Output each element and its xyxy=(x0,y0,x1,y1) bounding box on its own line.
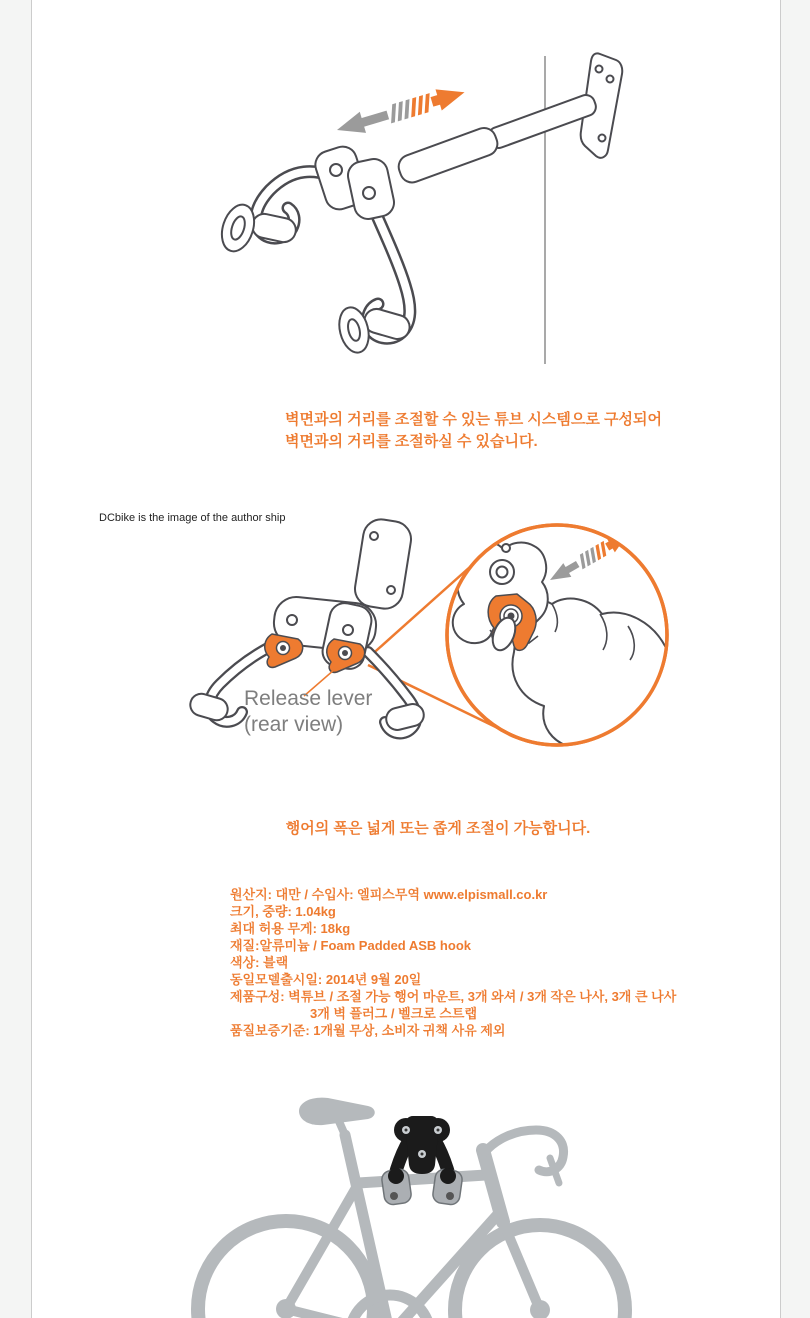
spec-line: 3개 벽 플러그 / 벨크로 스트랩 xyxy=(310,1006,478,1021)
extend-retract-arrow xyxy=(334,82,468,141)
saddle xyxy=(299,1098,375,1125)
wall-mount xyxy=(381,1116,463,1206)
zoom-circle xyxy=(447,525,667,748)
foam-pad xyxy=(188,691,231,723)
orange-arrowhead xyxy=(436,82,468,111)
spec-line: 재질:알류미늄 / Foam Padded ASB hook xyxy=(230,938,471,953)
release-lever-label xyxy=(244,686,372,738)
hanger-width-caption: 행어의 폭은 넓게 또는 좁게 조절이 가능합니다. xyxy=(285,820,591,837)
release-lever-illustration xyxy=(162,500,682,790)
spec-line: 크기, 중량: 1.04kg xyxy=(230,904,336,919)
release-lever-left xyxy=(265,634,303,667)
tube-caption-line2: 벽면과의 거리를 조절하실 수 있습니다. xyxy=(285,433,538,450)
tube-caption-line1: 벽면과의 거리를 조절할 수 있는 튜브 시스템으로 구성되어 xyxy=(285,411,662,428)
release-lever-label-line1: Release lever xyxy=(244,687,373,710)
content-panel xyxy=(31,0,781,1318)
bike-on-mount-illustration xyxy=(182,1080,810,1318)
release-lever-label-line2: (rear view) xyxy=(244,713,344,736)
adjust-arrow-zoomed xyxy=(546,529,631,588)
gray-arrowhead xyxy=(334,112,366,141)
pivot-clamp xyxy=(312,143,397,222)
spec-line: 제품구성: 벽튜브 / 조절 가능 행어 마운트, 3개 와셔 / 3개 작은 나사, 3개 큰 나사 xyxy=(230,989,677,1004)
spec-line: 품질보증기준: 1개월 무상, 소비자 귀책 사유 제외 xyxy=(230,1023,506,1038)
product-specs xyxy=(230,886,676,1039)
wall-tube-illustration xyxy=(202,42,652,382)
tube-caption xyxy=(285,409,662,453)
spec-line: 최대 허용 무게: 18kg xyxy=(230,921,351,936)
spec-line: 원산지: 대만 / 수입사: 엘피스무역 www.elpismall.co.kr xyxy=(230,887,548,902)
spec-line: 동일모델출시일: 2014년 9월 20일 xyxy=(230,972,422,987)
spec-line: 색상: 블랙 xyxy=(230,955,289,970)
release-lever-right xyxy=(327,639,365,672)
watermark-text: DCbike is the image of the author ship xyxy=(99,512,286,524)
